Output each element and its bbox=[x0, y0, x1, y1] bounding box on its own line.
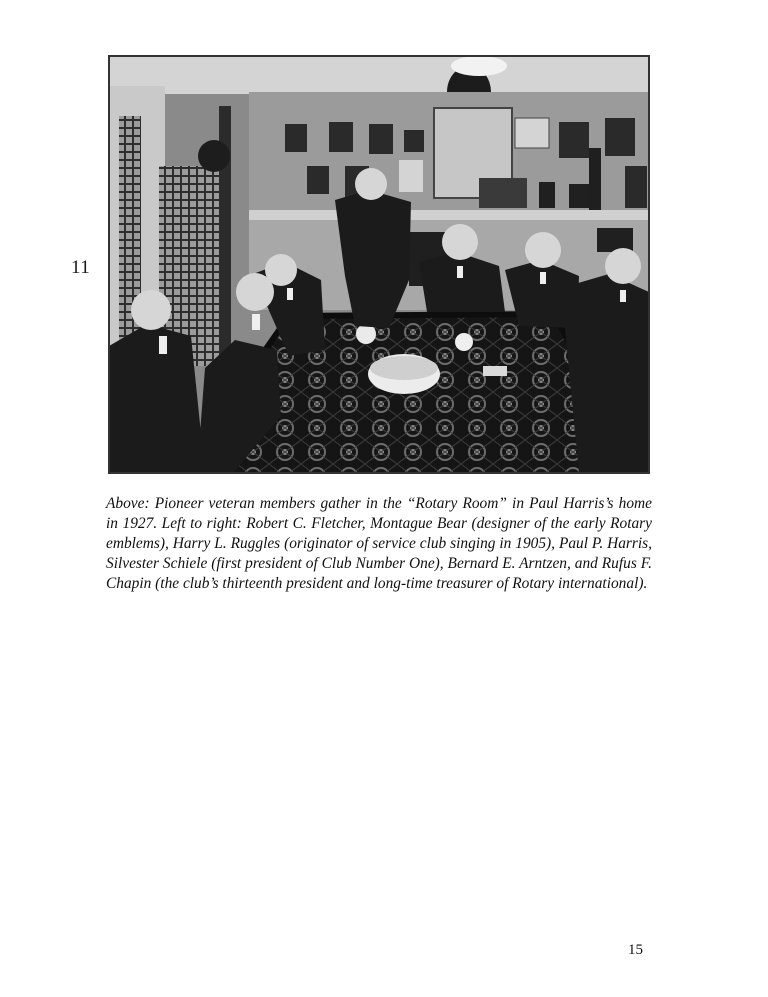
group-photograph bbox=[108, 55, 650, 474]
page-number: 15 bbox=[628, 942, 643, 958]
margin-note: 11 bbox=[71, 257, 91, 278]
photo-caption: Above: Pioneer veteran members gather in the “Rotary Room” in Paul Harris’s home in 1927. Left to right: Robert C. Fletcher, Montague Bear (designer of the early Rotary emblems), Harry L. Ruggles (originator of service club singing in 1905), Paul P. Harris, Silvester Schiele (first president of Club Number One), Bernard E. Arntzen, and Rufus F. Chapin (the club’s thirteenth president and long-time treasurer of Rotary international). bbox=[106, 495, 652, 592]
